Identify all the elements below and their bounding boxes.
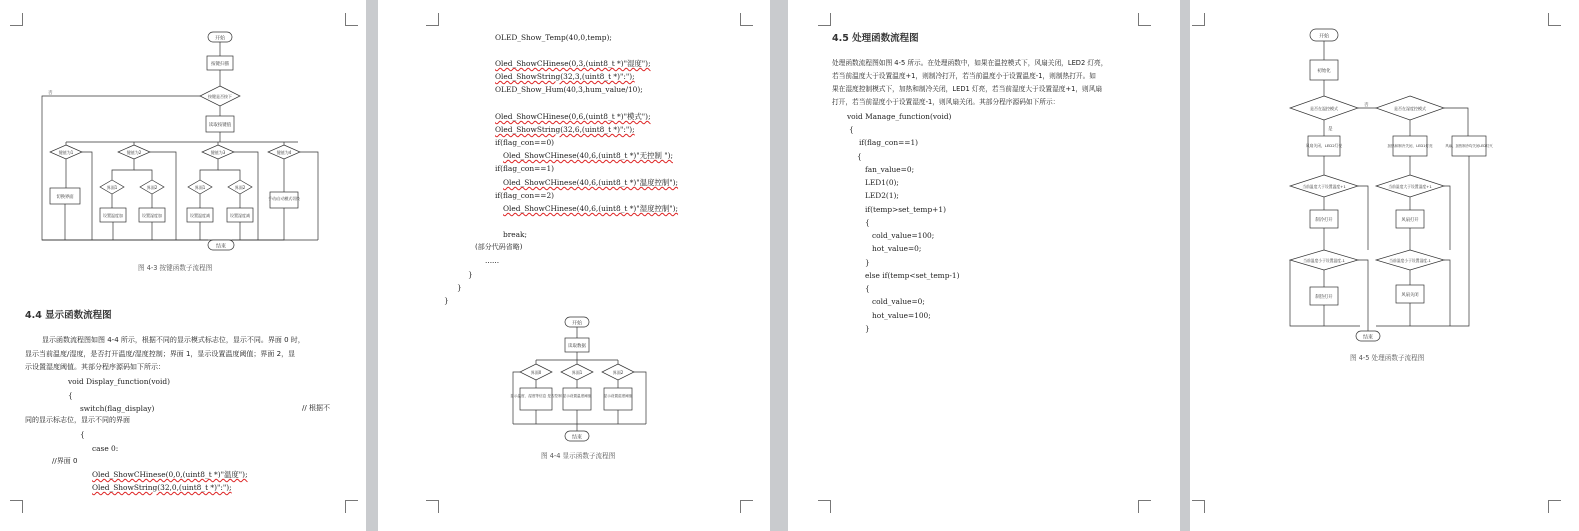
fc45-b1: 风扇关闭，LED2灯亮 [1305, 143, 1343, 148]
para-line: 打开，若当前湿度小于设置湿度-1，则风扇关闭。其部分程序源码如下所示： [832, 98, 1060, 106]
fc43-k1: 键值为1 [58, 150, 74, 155]
fc45-d1: 是否在温控模式 [1310, 106, 1338, 111]
code-line: Oled_ShowString(32,3,(uint8_t *)":"); [495, 72, 635, 81]
fc43-ui2b: 界面2 [234, 185, 246, 190]
fc44-box-c: 显示设置湿度阈值 [603, 394, 633, 398]
fc43-scan-label: 按键扫描 [211, 62, 229, 67]
fc44-start: 开始 [571, 320, 583, 327]
code-line: cold_value=100; [872, 231, 935, 240]
code-line: Oled_ShowCHinese(40,6,(uint8_t *)"无控制 "); [503, 151, 673, 160]
code-line: if(flag_con==0) [495, 138, 555, 147]
code-line: OLED_Show_Hum(40,3,hum_value/10); [495, 85, 643, 94]
fc43-k3: 键值为3 [210, 150, 226, 155]
code-line: { [849, 125, 854, 134]
code-line: Oled_ShowCHinese(0,6,(uint8_t *)"模式"); [495, 112, 651, 121]
code-line: if(flag_con==2) [495, 191, 555, 200]
fc44-read: 读取数据 [568, 344, 586, 349]
fc44-end: 结束 [571, 434, 583, 441]
fc45-start: 开始 [1318, 33, 1330, 40]
fc45-d6: 当前湿度小于设置湿度-1 [1389, 258, 1431, 263]
crop-mark [1138, 500, 1151, 513]
fc44-ui0: 界面0 [530, 370, 542, 375]
crop-mark [345, 500, 358, 513]
code-line: break; [503, 230, 528, 239]
fc43-key-diamonds [50, 142, 300, 159]
para-line: 处理函数流程图如图 4-5 所示。在处理函数中，如果在温控模式下，风扇关闭，LED2 灯亮， [832, 59, 1108, 67]
fc44-caption: 图 4-4 显示函数子流程图 [541, 452, 616, 460]
fc45-init: 初始化 [1317, 69, 1331, 74]
para-line: 显示函数流程图如图 4-4 所示，根据不同的显示模式标志位，显示不同。界面 0 时， [42, 336, 305, 344]
crop-mark [1192, 500, 1205, 513]
fc44-box-a: 显示温度、湿度等信息 是否控制 [510, 394, 562, 398]
code-line: { [857, 152, 862, 161]
code-line: Oled_ShowString(32,0,(uint8_t *)":"); [92, 483, 232, 492]
fc45-no: 否 [1364, 103, 1369, 108]
code-line: switch(flag_display) [80, 404, 155, 413]
crop-mark [426, 500, 439, 513]
fc45-d4: 当前湿度大于设置湿度+1 [1388, 184, 1432, 189]
crop-mark [740, 500, 753, 513]
code-line: fan_value=0; [865, 165, 915, 174]
page-1 [0, 0, 366, 531]
crop-mark [1548, 500, 1561, 513]
code-line: hot_value=100; [872, 311, 931, 320]
fc44-ui1: 界面1 [571, 370, 583, 375]
fc43-pressed-label: 按键是否按下 [208, 94, 232, 99]
page-3 [788, 0, 1180, 531]
code-line: } [865, 324, 870, 333]
fc45-b3: 风扇、加热制冷均关闭LED灯灭 [1445, 144, 1493, 148]
code-line: { [865, 284, 870, 293]
page-4 [1190, 0, 1579, 531]
fc43-k2: 键值为2 [126, 150, 142, 155]
page-gap [1180, 0, 1190, 531]
code-line: Oled_ShowCHinese(40,6,(uint8_t *)"温度控制"); [503, 178, 679, 187]
fc43-read-label: 读取按键值 [208, 123, 232, 128]
fc43-k4: 键值为4 [276, 150, 292, 155]
para-line: 果在湿度控制模式下，加热和制冷关闭，LED1 灯亮，若当前湿度大于设置湿度+1，则风扇 [832, 85, 1103, 93]
flowchart-4-5 [1190, 0, 1579, 380]
code-comment: // 根据不 [302, 404, 330, 412]
code-line: Oled_ShowCHinese(0,0,(uint8_t *)"温度"); [92, 470, 248, 479]
code-line: if(flag_con==1) [495, 164, 555, 173]
fc45-b2: 加热和制冷关闭，LED1灯亮 [1387, 144, 1433, 148]
fc43-caption: 图 4-3 按键函数子流程图 [138, 264, 213, 272]
fc43-end: 结束 [215, 243, 227, 250]
flowchart-4-4 [378, 300, 770, 460]
code-line: { [80, 430, 85, 439]
code-line: (部分代码省略) [475, 243, 523, 251]
page-2 [378, 0, 770, 531]
fc43-box-mode: 手动/自动模式切换 [268, 196, 300, 201]
crop-mark [426, 13, 439, 26]
code-line: { [865, 218, 870, 227]
code-line: hot_value=0; [872, 244, 922, 253]
code-line: } [865, 258, 870, 267]
fc43-ui2a: 界面2 [146, 185, 158, 190]
code-line: { [68, 391, 73, 400]
code-line: case 0: [92, 444, 119, 453]
fc45-d2: 是否在湿度控模式 [1394, 106, 1426, 111]
para-line: 若当前温度大于设置温度+1，则制冷打开，若当前温度小于设置温度-1，则制热打开。如 [832, 72, 1096, 80]
fc45-b6: 制热打开 [1315, 295, 1333, 300]
fc43-switch-ui-label: 切换界面 [56, 195, 74, 200]
fc43-box-b: 设置湿度加 [142, 213, 162, 218]
code-line: ...... [485, 256, 500, 265]
code-line: else if(temp<set_temp-1) [865, 271, 960, 280]
fc45-yes: 是 [1328, 127, 1333, 132]
code-line: Oled_ShowString(32,6,(uint8_t *)":"); [495, 125, 635, 134]
fc45-end: 结束 [1362, 334, 1374, 341]
fc45-b4: 制冷打开 [1315, 218, 1333, 223]
code-line: Oled_ShowCHinese(0,3,(uint8_t *)"湿度"); [495, 59, 651, 68]
code-comment: //界面 0 [52, 457, 78, 465]
fc43-start-label: 开始 [214, 35, 226, 42]
crop-mark [818, 500, 831, 513]
fc45-b5: 风扇打开 [1401, 218, 1419, 223]
code-line: } [468, 270, 473, 279]
page-gap [366, 0, 376, 531]
code-line: if(flag_con==1) [859, 138, 919, 147]
crop-mark [818, 13, 831, 26]
fc43-no: 否 [48, 91, 53, 96]
code-line: Oled_ShowCHinese(40,6,(uint8_t *)"湿度控制"); [503, 204, 679, 213]
fc45-caption: 图 4-5 处理函数子流程图 [1350, 354, 1425, 362]
fc45-d5: 当前温度小于设置温度-1 [1303, 258, 1345, 263]
crop-mark [740, 13, 753, 26]
para-line: 示设置湿度阈值。其部分程序源码如下所示： [25, 363, 165, 371]
flowchart-4-3 [0, 0, 366, 260]
fc43-ui1a: 界面1 [106, 185, 118, 190]
code-line: void Manage_function(void) [847, 112, 952, 121]
code-comment: 同的显示标志位，显示不同的界面 [25, 416, 130, 424]
fc45-d3: 当前温度大于设置温度+1 [1302, 184, 1346, 189]
fc43-box-d: 设置湿度减 [230, 213, 250, 218]
code-line: LED2(1); [865, 191, 899, 200]
fc43-ui1b: 界面1 [194, 185, 206, 190]
crop-mark [10, 500, 23, 513]
page-gap [770, 0, 788, 531]
fc43-box-a: 设置温度加 [103, 213, 123, 218]
fc45-b7: 风扇关闭 [1401, 293, 1419, 298]
section-4-4-title: 4.4 显示函数流程图 [25, 310, 112, 321]
code-line: } [457, 283, 462, 292]
code-line: cold_value=0; [872, 297, 925, 306]
section-4-5-title: 4.5 处理函数流程图 [832, 33, 919, 44]
crop-mark [1138, 13, 1151, 26]
fc44-ui2: 界面2 [612, 370, 624, 375]
para-line: 显示当前温度/湿度，是否打开温度/湿度控制；界面 1，显示设置温度阈值；界面 2，显 [25, 350, 296, 358]
code-line: void Display_function(void) [68, 377, 170, 386]
fc44-box-b: 显示设置温度阈值 [562, 394, 592, 398]
fc43-box-c: 设置温度减 [190, 213, 210, 218]
code-line: OLED_Show_Temp(40,0,temp); [495, 33, 612, 42]
code-line: LED1(0); [865, 178, 899, 187]
code-line: } [444, 296, 449, 305]
code-line: if(temp>set_temp+1) [865, 205, 946, 214]
